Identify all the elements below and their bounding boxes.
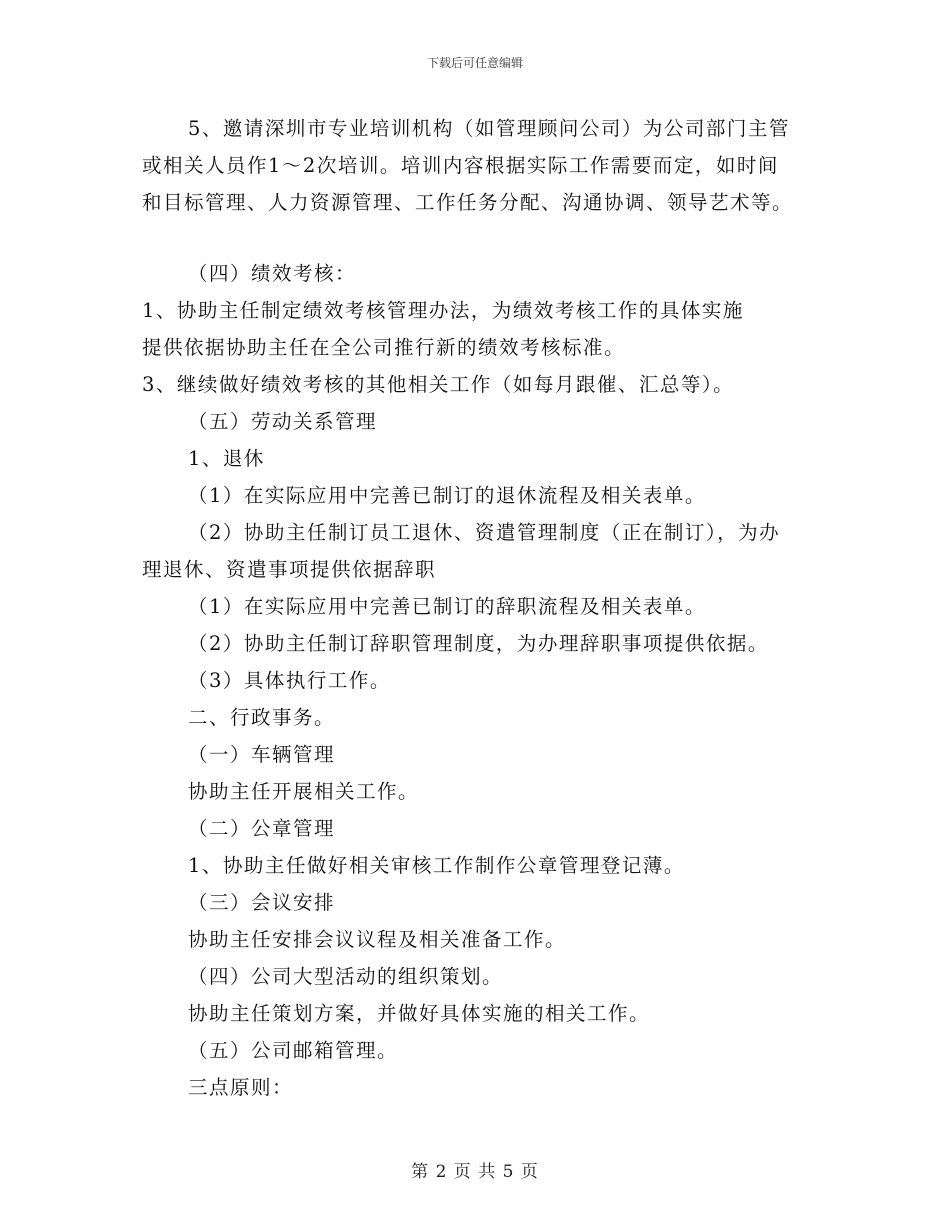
body-line: 理退休、资遣事项提供依据辞职 [142, 558, 437, 581]
body-line: 或相关人员作1～2次培训。培训内容根据实际工作需要而定，如时间 [142, 154, 779, 177]
body-line: （3）具体执行工作。 [188, 669, 391, 692]
body-line: 协助主任安排会议议程及相关准备工作。 [188, 928, 567, 951]
body-line: （三）会议安排 [188, 891, 336, 914]
body-line: （四）公司大型活动的组织策划。 [188, 965, 504, 988]
body-line: （五）公司邮箱管理。 [188, 1039, 399, 1062]
body-line: 提供依据协助主任在全公司推行新的绩效考核标准。 [142, 336, 626, 359]
body-line: 和目标管理、人力资源管理、工作任务分配、沟通协调、领导艺术等。 [142, 191, 794, 214]
body-line: 1、协助主任做好相关审核工作制作公章管理登记薄。 [188, 854, 685, 877]
body-line: （2）协助主任制订员工退休、资遣管理制度（正在制订），为办 [188, 521, 781, 544]
body-line: 1、退休 [188, 447, 265, 470]
page-header: 下载后可任意编辑 [426, 56, 523, 70]
body-line: （五）劳动关系管理 [188, 410, 378, 433]
body-line: 二、行政事务。 [188, 706, 336, 729]
body-line: 1、协助主任制定绩效考核管理办法，为绩效考核工作的具体实施 [142, 299, 744, 322]
body-line: 3、继续做好绩效考核的其他相关工作（如每月跟催、汇总等）。 [142, 373, 735, 396]
body-line: （2）协助主任制订辞职管理制度，为办理辞职事项提供依据。 [188, 632, 769, 655]
body-line: 协助主任策划方案，并做好具体实施的相关工作。 [188, 1002, 651, 1025]
body-line: （1）在实际应用中完善已制订的辞职流程及相关表单。 [188, 595, 706, 618]
body-line: （1）在实际应用中完善已制订的退休流程及相关表单。 [188, 484, 706, 507]
body-line: 协助主任开展相关工作。 [188, 780, 420, 803]
body-line: 三点原则： [188, 1076, 294, 1099]
body-line: （一）车辆管理 [188, 743, 336, 766]
body-line: （二）公章管理 [188, 817, 336, 840]
body-line: 5、邀请深圳市专业培训机构（如管理顾问公司）为公司部门主管 [188, 117, 790, 140]
page-number: 第 2 页 共 5 页 [411, 1162, 539, 1182]
body-line: （四）绩效考核： [188, 262, 357, 285]
